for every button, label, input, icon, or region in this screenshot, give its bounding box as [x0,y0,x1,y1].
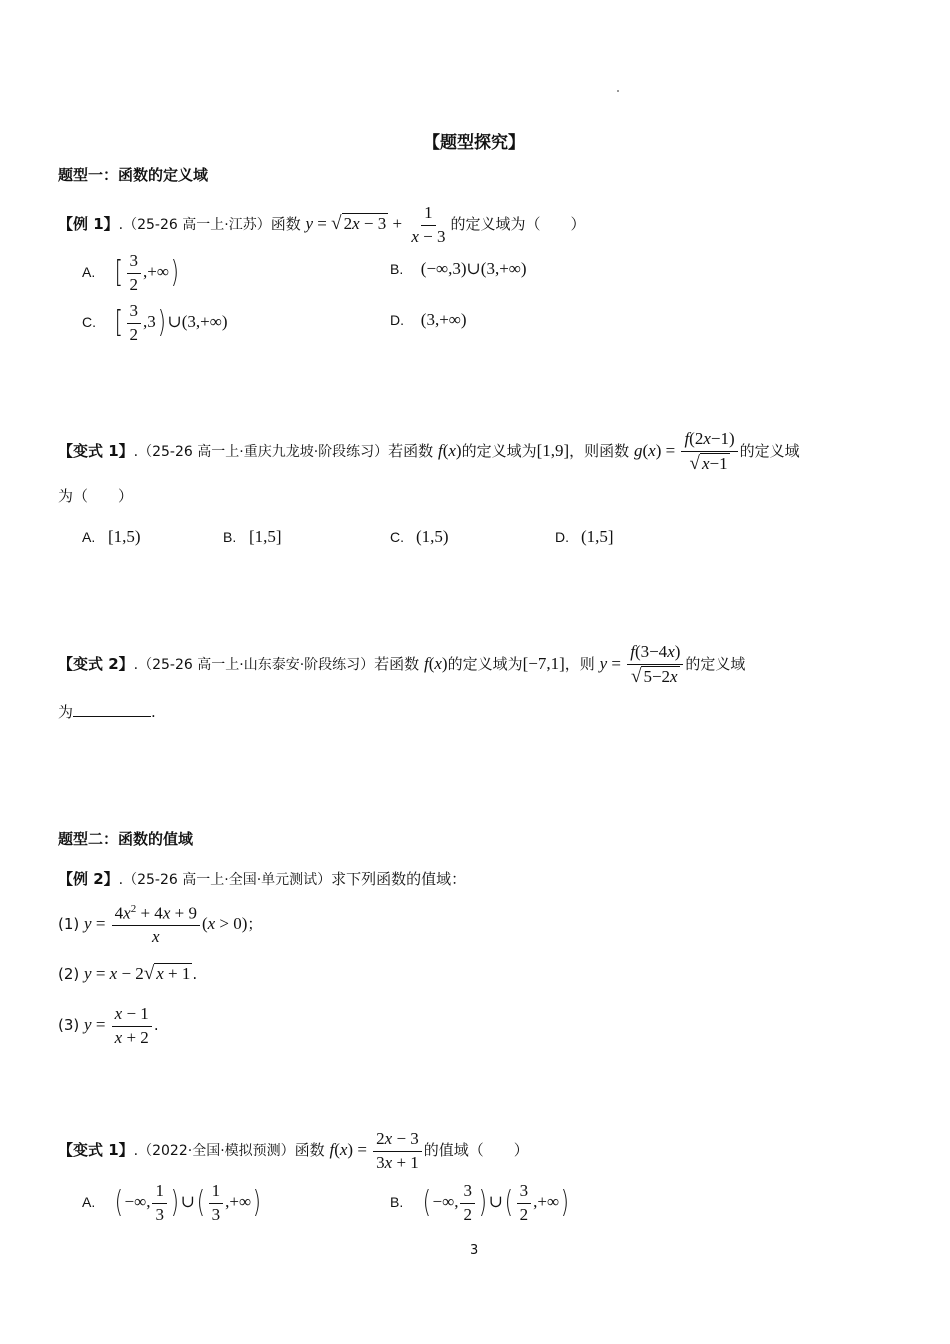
prompt-text: 函数 [270,215,301,234]
option-label: B. [390,1194,404,1211]
text-segment: 的定义域 [739,442,800,461]
answer-blank[interactable] [73,700,151,717]
formula-fx: f(x) [423,654,448,674]
text-segment: . [151,703,156,721]
option-a[interactable] [82,252,181,294]
variant-label: 【变式 2】 [58,655,134,674]
suffix-text: 的定义域为（ ） [450,215,586,234]
formula: f(x) = $\frac{2x - 3}{3x + 1}$ [329,1140,423,1159]
option-label: D. [555,529,569,545]
option-a[interactable] [82,527,141,547]
option-label: C. [82,314,96,331]
option-label: A. [82,264,96,281]
text-segment: 若函数 [374,655,420,674]
item-number: (1) [58,914,80,933]
example-2-item-1 [58,903,262,947]
text-segment: 的值域（ ） [423,1141,529,1160]
variant-1-stem [58,430,800,475]
example-2-stem [58,868,466,889]
source-note: .（25-26 高一上·全国·单元测试） [118,872,332,888]
formula: y = √ 2x − 3 + $\frac{1}{x - 3}$ [305,203,446,246]
example-label: 【例 2】 [58,870,119,888]
option-formula: ( −∞, $\frac{3}{2}$ ) ∪( $\frac{3}{2}$ ,+∞) [422,1181,570,1224]
source-note: .（2022·全国·模拟预测） [133,1143,295,1160]
source-note: .（25-26 高一上·山东泰安·阶段练习） [133,657,375,674]
item-number: (3) [58,1016,80,1035]
text-segment: ； [247,914,263,933]
variant-label: 【变式 1】 [58,442,134,461]
example-2-item-3 [58,1005,159,1047]
text-segment: 的定义域为 [461,442,537,461]
option-label: B. [223,529,237,545]
option-d[interactable] [555,527,614,547]
formula-gx: g(x) = $\frac{f(2x-1)}{√ x-1}$ [634,441,740,460]
option-b[interactable] [390,259,527,279]
option-formula: (3,+∞) [420,310,467,329]
text-segment: . [153,1016,159,1035]
option-c[interactable] [82,302,228,344]
formula: y = $\frac{x - 1}{x + 2}$ [84,1015,154,1034]
formula: y = $\frac{4x^2 + 4x + 9}{x}$ (x > 0) [84,903,248,947]
formula: y = x − 2√ x + 1 [84,963,191,984]
option-label: B. [390,261,404,277]
text-segment: 若函数 [388,442,434,461]
variant-3-stem [58,1130,529,1172]
text-segment: 为 [58,703,74,721]
stray-dot [617,90,619,92]
option-d[interactable] [390,310,467,330]
text-segment: 的定义域 [685,655,746,674]
variant-label: 【变式 1】 [58,1141,134,1160]
option-formula: (1,5) [416,527,449,546]
option-b[interactable] [223,527,282,547]
text-segment: ，则 [564,655,595,674]
variant-2-stem [58,643,745,688]
prompt-text: 求下列函数的值域： [331,870,467,888]
example-2-item-2 [58,963,197,985]
option-label: D. [390,312,404,328]
text-segment: ，则函数 [569,442,630,461]
item-number: (2) [58,965,80,983]
formula-fx: f(x) [437,441,462,461]
text-segment: 的定义域为 [447,655,523,674]
source-note: .（25-26 高一上·江苏） [118,217,271,234]
example-label: 【例 1】 [58,215,119,234]
page-number: 3 [470,1243,479,1258]
option-formula: [ $\frac{3}{2}$ ,3) ∪(3,+∞) [114,301,228,344]
option-formula: (−∞,3)∪(3,+∞) [420,259,527,278]
option-formula: [1,5) [108,527,141,546]
text-segment: . [192,965,198,983]
page-title: 【题型探究】 [423,133,525,153]
variant-1-line2: 为（ ） [58,487,134,505]
option-label: C. [390,529,404,545]
domain-interval: [1,9] [536,441,570,461]
variant-2-line2 [58,700,156,722]
text-segment: 函数 [294,1141,325,1160]
option-formula: (1,5] [581,527,614,546]
source-note: .（25-26 高一上·重庆九龙坡·阶段练习） [133,444,389,461]
option-b[interactable] [390,1182,571,1224]
domain-interval: [−7,1] [522,654,565,674]
option-c[interactable] [390,527,449,547]
option-a[interactable] [82,1182,263,1224]
option-formula: ( −∞, $\frac{1}{3}$ ) ∪( $\frac{1}{3}$ ,+∞) [114,1181,262,1224]
example-1-stem [58,204,585,246]
option-formula: [1,5] [249,527,282,546]
section-heading-1: 题型一：函数的定义域 [58,166,209,184]
option-label: A. [82,1194,96,1211]
section-heading-2: 题型二：函数的值域 [58,830,194,848]
option-formula: [ $\frac{3}{2}$ ,+∞) [114,251,179,294]
option-label: A. [82,529,96,545]
formula-y: y = $\frac{f(3-4x)}{√ 5-2x}$ [600,654,686,673]
